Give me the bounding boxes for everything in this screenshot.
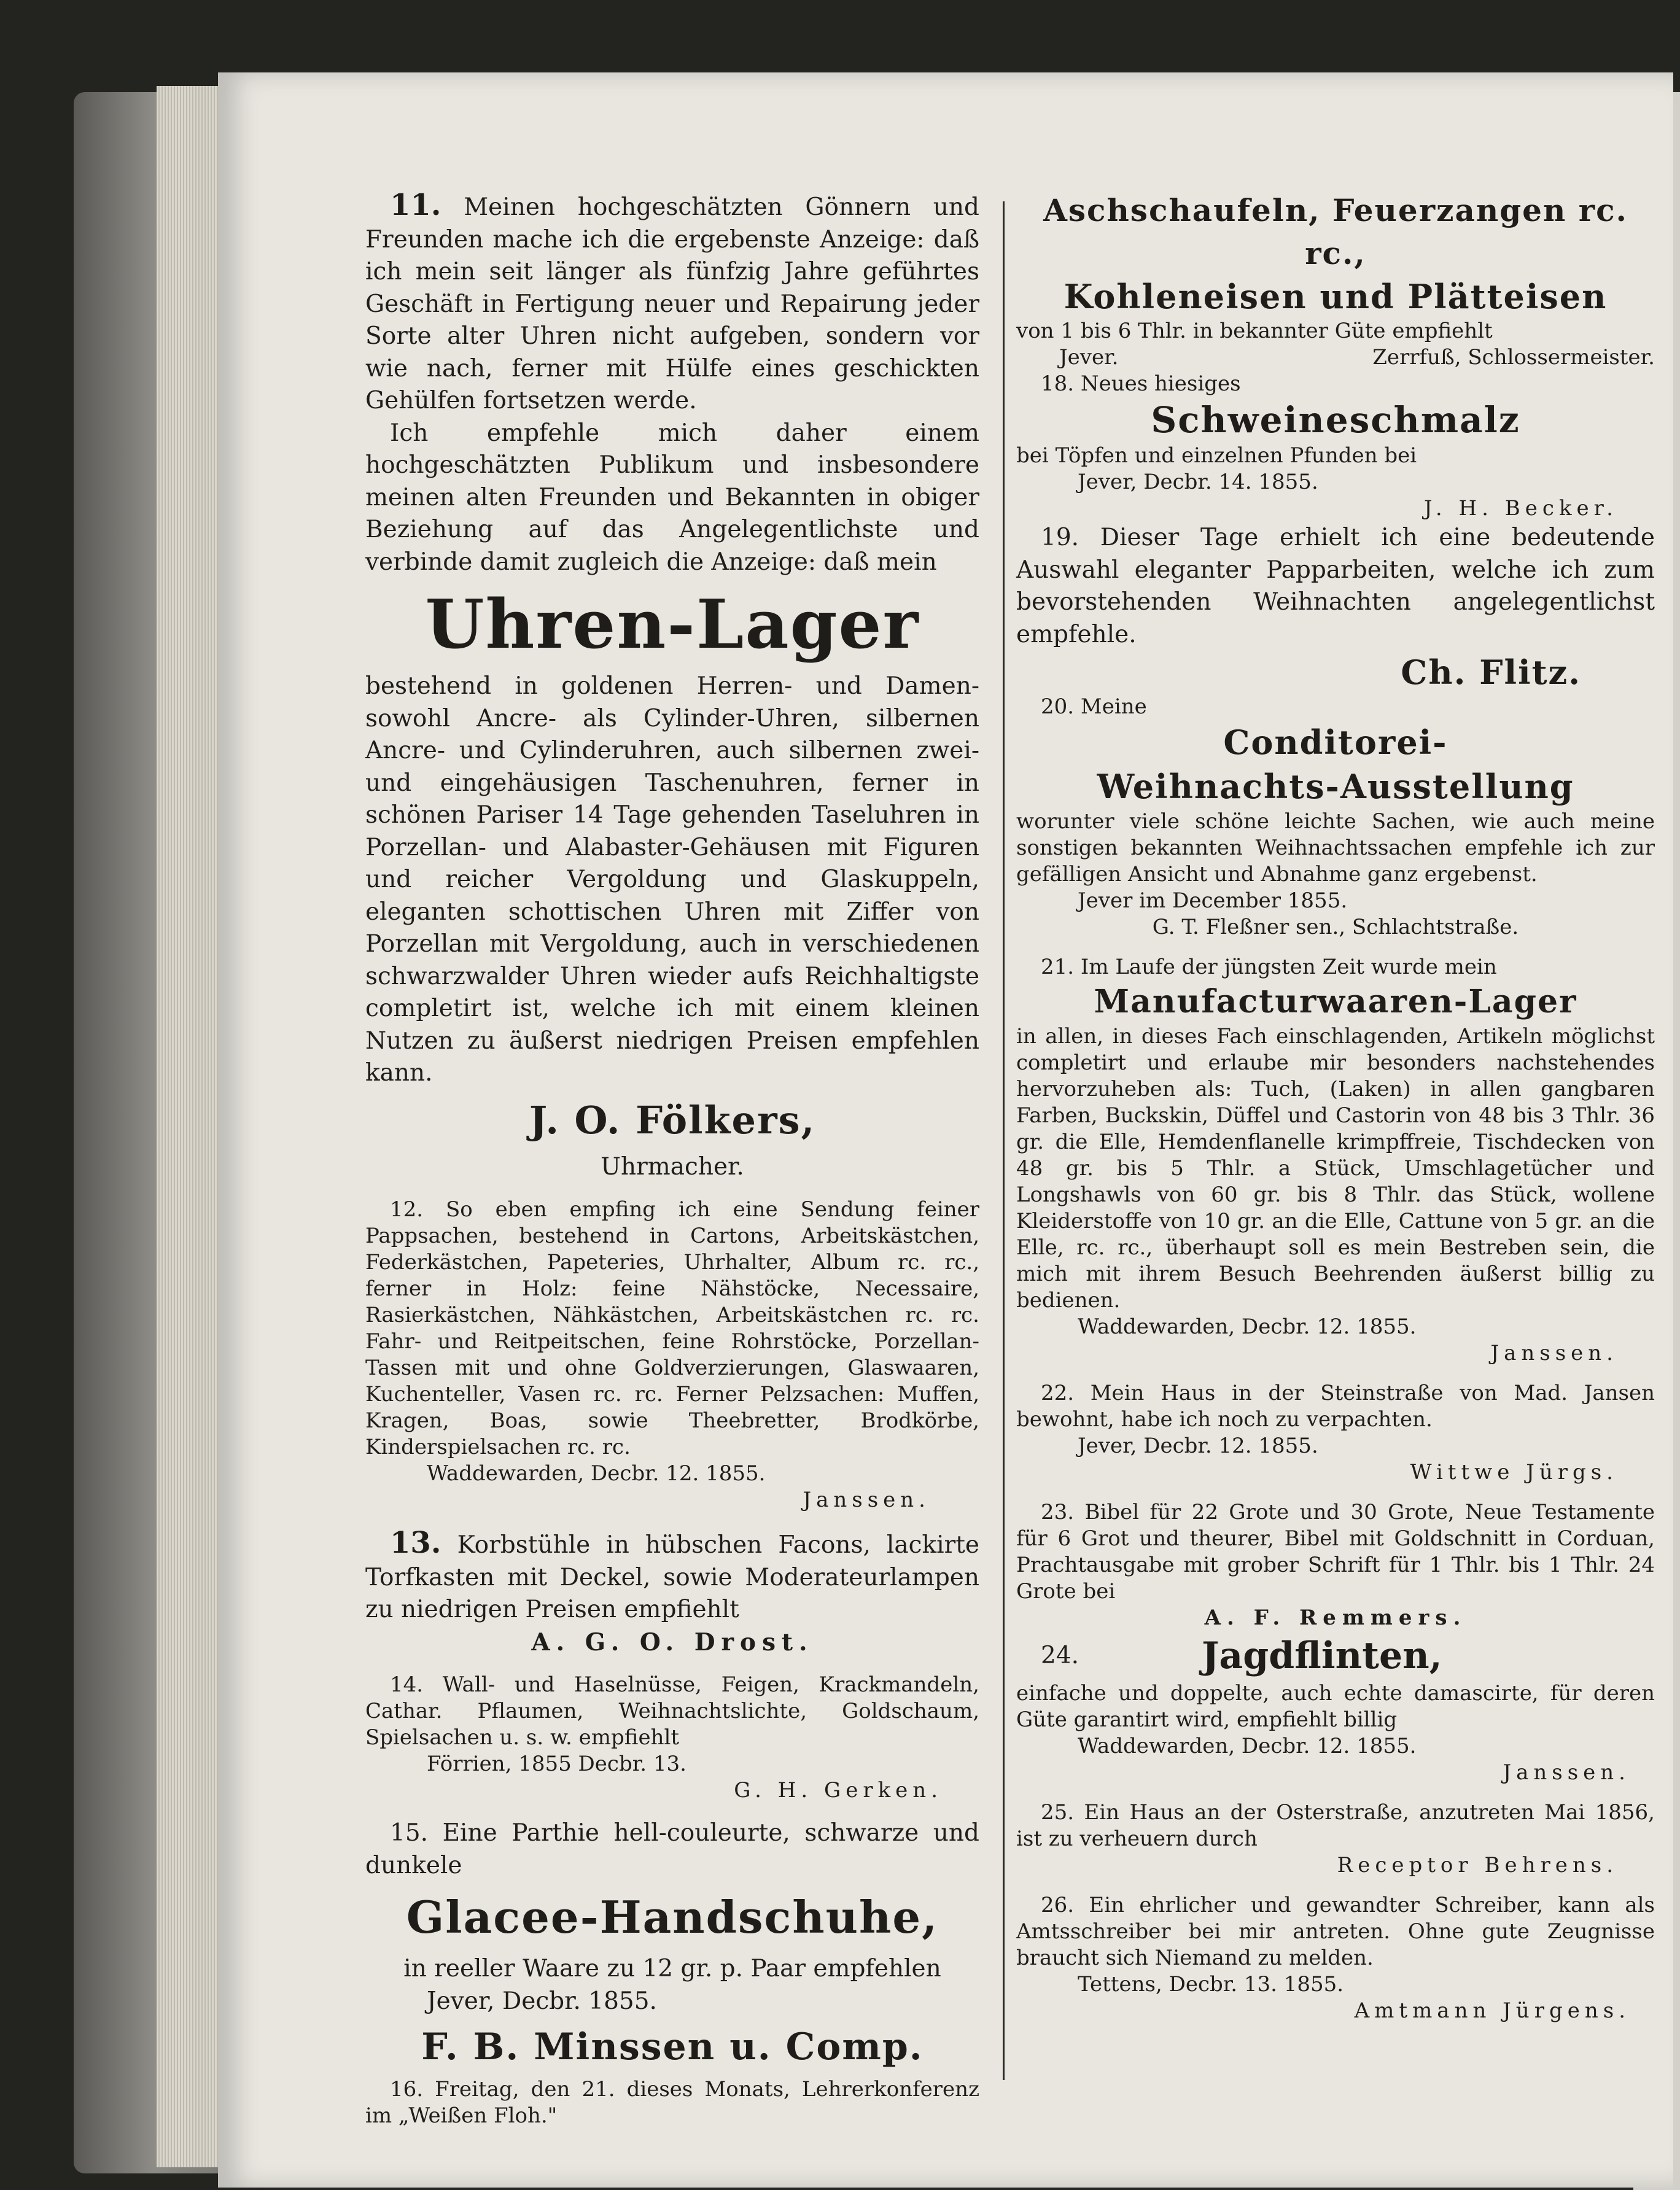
ad-17-signature: Zerrfuß, Schlossermeister. xyxy=(1372,345,1655,370)
ad-11-text: Meinen hochgeschätzten Gönnern und Freunden mache ich die ergebenste Anzeige: daß ich mein seit länger als fünfzig Jahre geführtes Geschäft in Fertigung neuer und Repairung jeder Sorte alter Uhren nicht aufgeben, sondern vor wie nach, ferner mit Hülfe eines geschickten Gehülfen fortsetzen werde. xyxy=(365,193,979,414)
ad-22: 22. Mein Haus in der Steinstraße von Mad. Jansen bewohnt, habe ich noch zu verpachten. xyxy=(1016,1381,1655,1432)
ad-20-signature: G. T. Fleßner sen., Schlachtstraße. xyxy=(1152,915,1519,939)
ad-24-heading: Jagdflinten, xyxy=(1202,1634,1442,1677)
ad-11-text-2: Ich empfehle mich daher einem hochgeschätzten Publikum und insbesondere meinen alten Freunden und Bekannten in obiger Beziehung auf das Angelegentlichste und verbinde damit zugleich die Anzeige: daß mein xyxy=(365,419,979,576)
ad-20-place: Jever im December 1855. xyxy=(1078,888,1348,913)
ad-13-text: Korbstühle in hübschen Facons, lackirte Torfkasten mit Deckel, sowie Moderateurlampen zu niedrigen Preisen empfiehlt xyxy=(365,1531,979,1623)
ad-20-heading-1: Conditorei- xyxy=(1223,723,1448,762)
ad-15-text: in reeller Waare zu 12 gr. p. Paar empfehlen xyxy=(403,1955,941,1982)
newspaper-page xyxy=(218,72,1673,2188)
ad-19: 19. Dieser Tage erhielt ich eine bedeutende Auswahl eleganter Papparbeiten, welche ich zum bevorstehenden Weihnachten angelegentlichst empfehle. xyxy=(1016,524,1655,648)
ad-14-place: Förrien, 1855 Decbr. 13. xyxy=(427,1752,686,1776)
ad-26: 26. Ein ehrlicher und gewandter Schreiber, kann als Amtsschreiber bei mir antreten. Ohne gute Zeugnisse braucht sich Niemand zu melden. xyxy=(1016,1893,1655,1970)
ad-22-place: Jever, Decbr. 12. 1855. xyxy=(1078,1434,1318,1458)
ad-11-number: 11. xyxy=(390,188,441,222)
ad-11-signature-title: Uhrmacher. xyxy=(601,1152,744,1181)
ad-17-heading-1: Aschschaufeln, Feuerzangen rc. rc., xyxy=(1043,192,1628,271)
ad-15-signature: F. B. Minssen u. Comp. xyxy=(421,2025,924,2068)
ad-25: 25. Ein Haus an der Osterstraße, anzutreten Mai 1856, ist zu verheuern durch xyxy=(1016,1800,1655,1851)
ad-21-signature: Janssen. xyxy=(1490,1341,1618,1365)
ad-21-place: Waddewarden, Decbr. 12. 1855. xyxy=(1078,1314,1417,1339)
ad-26-signature: Amtmann Jürgens. xyxy=(1354,1998,1630,2023)
ad-17-place: Jever. xyxy=(1059,345,1119,370)
ad-18-text: bei Töpfen und einzelnen Pfunden bei xyxy=(1016,443,1417,468)
ad-26-place: Tettens, Decbr. 13. 1855. xyxy=(1078,1972,1344,1997)
ad-20: 20. Meine xyxy=(1041,694,1147,719)
ad-22-signature: Wittwe Jürgs. xyxy=(1410,1460,1618,1485)
ad-11 xyxy=(365,189,979,417)
ad-16: 16. Freitag, den 21. dieses Monats, Lehrerkonferenz im „Weißen Floh." xyxy=(365,2077,979,2128)
column-divider xyxy=(1003,201,1005,2080)
ad-14: 14. Wall- und Haselnüsse, Feigen, Krackmandeln, Cathar. Pflaumen, Weihnachtslichte, Goldschaum, Spielsachen u. s. w. empfiehlt xyxy=(365,1672,979,1750)
ad-17-text: von 1 bis 6 Thlr. in bekannter Güte empfiehlt xyxy=(1016,319,1493,343)
ad-21-text: in allen, in dieses Fach einschlagenden, Artikeln möglichst completirt und erlaube mir besonders nachstehendes hervorzuheben als: Tuch, (Laken) in allen gangbaren Farben, Buckskin, Düffel und Castorin von 48 bis 3 Thlr. 36 gr. die Elle, Hemdenflanelle krimpffreie, Tischdecken von 48 gr. bis 5 Thlr. a Stück, Umschlagetücher und Longshawls von 60 gr. bis 8 Thlr. das Stück, wollene Kleiderstoffe von 10 gr. an die Elle, Cattune von 5 gr. an die Elle, rc. rc., überhaupt soll es mein Bestreben sein, die mich mit ihrem Besuch Beehrenden äußerst billig zu bedienen. xyxy=(1016,1024,1655,1313)
ad-15-place: Jever, Decbr. 1855. xyxy=(427,1987,657,2015)
ad-21-heading: Manufacturwaaren-Lager xyxy=(1094,983,1577,1020)
ad-20-text: worunter viele schöne leichte Sachen, wie auch meine sonstigen bekannten Weihnachtssachen empfehle ich zur gefälligen Ansicht und Abnahme ganz ergebenst. xyxy=(1016,809,1655,887)
ad-24-signature: Janssen. xyxy=(1503,1760,1630,1785)
ad-13-signature: A. G. O. Drost. xyxy=(531,1628,814,1656)
ad-12-place: Waddewarden, Decbr. 12. 1855. xyxy=(427,1461,766,1486)
ad-14-signature: G. H. Gerken. xyxy=(734,1778,943,1803)
ad-18: 18. Neues hiesiges xyxy=(1041,371,1241,396)
ad-13 xyxy=(365,1527,979,1626)
ad-24-text: einfache und doppelte, auch echte damascirte, für deren Güte garantirt wird, empfiehlt billig xyxy=(1016,1681,1655,1732)
ad-13-number: 13. xyxy=(390,1526,441,1560)
ad-21: 21. Im Laufe der jüngsten Zeit wurde mein xyxy=(1041,955,1497,979)
left-column xyxy=(365,189,979,2129)
ad-24-place: Waddewarden, Decbr. 12. 1855. xyxy=(1078,1734,1417,1758)
ad-17-heading-2: Kohleneisen und Plätteisen xyxy=(1064,277,1608,316)
ad-23: 23. Bibel für 22 Grote und 30 Grote, Neue Testamente für 6 Grot und theurer, Bibel mit Goldschnitt in Corduan, Prachtausgabe mit grober Schrift für 1 Thlr. bis 1 Thlr. 24 Grote bei xyxy=(1016,1500,1655,1604)
ad-18-heading: Schweineschmalz xyxy=(1151,399,1520,441)
ad-25-signature: Receptor Behrens. xyxy=(1337,1853,1618,1877)
ad-11-text-3: bestehend in goldenen Herren- und Damen- sowohl Ancre- als Cylinder-Uhren, silbernen Ancre- und Cylinderuhren, auch silbernen zwei- und eingehäusigen Taschenuhren, ferner in schönen Pariser 14 Tage gehenden Taseluhren in Porzellan- und Alabaster-Gehäusen mit Figuren und reicher Vergoldung und Glaskuppeln, eleganten schottischen Uhren mit Ziffer von Porzellan mit Vergoldung, auch in verschiedenen schwarzwalder Uhren wieder aufs Reichhaltigste completirt ist, welche ich mit einem kleinen Nutzen zu äußerst niedrigen Preisen empfehlen kann. xyxy=(365,672,979,1087)
right-column xyxy=(1016,189,1655,2024)
ad-15-heading: Glacee-Handschuhe, xyxy=(406,1891,939,1943)
ad-11-heading: Uhren-Lager xyxy=(425,584,920,664)
ad-15: 15. Eine Parthie hell-couleurte, schwarze und dunkele xyxy=(365,1819,979,1879)
ad-12: 12. So eben empfing ich eine Sendung feiner Pappsachen, bestehend in Cartons, Arbeitskästchen, Federkästchen, Papeteries, Uhrhalter, Album rc. rc., ferner in Holz: feine Nähstöcke, Necessaire, Rasierkästchen, Nähkästchen, Arbeitskästchen rc. rc. Fahr- und Reitpeitschen, feine Rohrstöcke, Porzellan-Tassen mit und ohne Goldverzierungen, Glaswaaren, Kuchenteller, Vasen rc. rc. Ferner Pelzsachen: Muffen, Kragen, Boas, sowie Theebretter, Brodkörbe, Kinderspielsachen rc. rc. xyxy=(365,1197,979,1459)
ad-24-row xyxy=(1016,1631,1655,1680)
ad-24-number: 24. xyxy=(1041,1641,1079,1669)
ad-12-signature: Janssen. xyxy=(803,1488,930,1512)
ad-20-heading-2: Weihnachts-Ausstellung xyxy=(1097,767,1574,806)
ad-11-signature: J. O. Fölkers, xyxy=(529,1097,816,1143)
ad-18-place: Jever, Decbr. 14. 1855. xyxy=(1078,470,1318,494)
ad-17-footer xyxy=(1016,344,1655,371)
ad-19-signature: Ch. Flitz. xyxy=(1401,653,1581,692)
ad-23-signature: A. F. Remmers. xyxy=(1204,1606,1467,1630)
ad-18-signature: J. H. Becker. xyxy=(1423,496,1618,521)
